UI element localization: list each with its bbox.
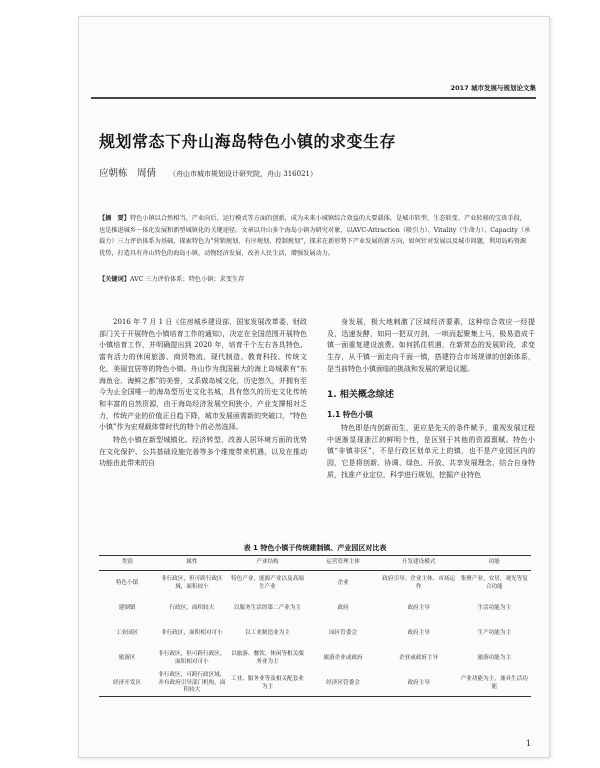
- table-cell: 工业园区: [115, 629, 139, 636]
- table-cell: 以工业制造业为主: [245, 629, 290, 636]
- running-head: [91, 83, 536, 99]
- table-cell: 园区管委会: [329, 629, 358, 636]
- table-cell: 产业功能为主，兼具生活功能: [458, 671, 531, 697]
- keywords-text: AVC 三力评价体系；特色小镇；求变生存: [129, 276, 245, 283]
- abstract-text: 特色小镇以合然相当、产业向后、运行模式等方面的创新，成为未来小城镇综合效益的大要载体，是城市转型、生态转变、产业转移的宝贵手段，也是推进城乡一体化发展和新型城镇化的关键途径。文章以舟山多个海岛小镇为研究对象，以AVC-Attraction（吸引力）、Vitality（生命力）、Capacity（承载力）三力评估体系为基础，探索特色为“营销规划、有序规划、控制规划”，探求在新形势下产业发展的新方向，如何针对发展以及城市问题，利用岛屿资源优势，打造具有舟山特色的海岛小镇，动物经济发展，改善人民生活，增强发展动力。: [99, 215, 531, 257]
- table-cell: 非行政区，但可跨行政区，面积相对可小: [158, 650, 226, 665]
- table-cell: 以服务生活的第二产业为主: [233, 604, 302, 611]
- table-cell: 行政区，面积较大: [169, 604, 215, 611]
- table-cell: 企业: [337, 579, 349, 586]
- table-header-cell: 类别: [99, 556, 155, 571]
- table-header-cell: 属性: [155, 556, 228, 571]
- abstract-label: 【摘 要】: [99, 215, 130, 222]
- table-row: [99, 671, 531, 697]
- table-cell: 旅游区: [118, 654, 136, 661]
- comparison-table: [99, 555, 531, 697]
- paper-title: 规划常态下舟山海岛特色小镇的求变生存: [99, 132, 397, 151]
- table-cell: 生活功能为主: [477, 604, 512, 611]
- table-header-cell: 产业结构: [229, 556, 307, 571]
- left-column: [99, 317, 307, 471]
- table-row: [99, 571, 531, 597]
- keywords-label: 【关键词】: [99, 276, 130, 283]
- author-line: [99, 165, 317, 179]
- subsection-heading: 1.1 特色小镇: [327, 410, 373, 420]
- table-cell: 旅游企业或政府: [323, 654, 363, 661]
- table-header-cell: 运营管理主体: [306, 556, 379, 571]
- table-cell: 特色小镇: [115, 579, 139, 586]
- body-paragraph: 身发展，极大地刺激了区域经济要素，这种综合效应一经提及，迅速发酵，如同一把双刃剑，一哄而起聚集上马，极易造成千镇一面重复建设浪费。如何抓住机遇，在新常态的发展阶段，求变生存，从千镇一面走向千面一镇，搭建符合市场规律的创新体系，是当前特色小镇面临的挑战和发展的紧迫议题。: [327, 318, 535, 373]
- body-paragraph: 特色小镇在新型城镇化、经济转型、改善人居环境方面的优势在文化保护、公共基础设施完善等多个维度带来机遇，以及在推动功能由此带来的自: [99, 436, 307, 468]
- table-row: [99, 596, 531, 621]
- table-cell: 工业、服务业等及相关配套业为主: [229, 671, 307, 697]
- table-cell: 政府主导: [407, 629, 430, 636]
- paper-page: [78, 16, 550, 758]
- table-cell: 特色产业，能源产业以及高端生产业: [231, 575, 304, 590]
- table-header-cell: 功能: [458, 556, 531, 571]
- table-cell: 政府引导、企业主体、市场运作: [382, 575, 456, 590]
- table-cell: 生产功能为主: [477, 629, 512, 636]
- body-paragraph: 特色即是内创新而生，更应是先天的条件赋予，重视发展过程中逐渐显现浙江的鲜明个性，是区别于其他的资源禀赋。特色小镇“非镇非区”，不是行政区划单元上的镇，也不是产业园区内的园，它是将创新、协调、绿色、开放、共享发展理念，结合自身特质，找准产业定位，科学进行规划，挖掘产业特色: [327, 423, 535, 479]
- table-header-cell: 开发建设模式: [380, 556, 458, 571]
- table-row: [99, 646, 531, 671]
- table-row: [99, 621, 531, 646]
- page-number: 1: [525, 739, 531, 748]
- abstract: [99, 213, 531, 259]
- table-cell: 非行政区，面积相对可小: [161, 629, 223, 636]
- affiliation: （舟山市城市规划设计研究院，舟山 316021）: [169, 170, 317, 178]
- authors: 应朝栋 周倩: [99, 168, 157, 179]
- table-cell: 集聚产业，安居，观光等复合功能: [460, 575, 528, 590]
- table-cell: 政府主导: [407, 604, 430, 611]
- table-cell: 非行政区，可跨行政区域，并有政府引导部门机构，面积较大: [155, 671, 228, 697]
- section-heading: 1. 相关概念综述: [327, 389, 394, 400]
- running-head-text: 2017 城市发展与规划论文集: [450, 84, 536, 92]
- body-paragraph: 2016 年 7 月 1 日《住房城乡建设部、国家发展改革委、财政部门关于开展特色小镇培育工作的通知》，决定在全国范围开展特色小镇培育工作，并明确提出到 2020 年，培育千个左右各具特色、富有活力的休闲旅游、商贸物流、现代制造、教育科技、传统文化、美丽宜居等的特色小镇。舟山作为我国最大的海上岛城素有“东海鱼仓、海鲜之都”的美誉，又系做岛城文化，历史悠久，并拥有至今为止全国唯一的海岛型历史文化名城，具有悠久的历史文化传统和丰富的自然资源，由于海岛经济发展空间狭小，产业支撑相对乏力，传统产业的价值正日趋下降，城市发展亟需新的突破口，“特色小镇”作为宏观载体带时代的特个的必然选择。: [99, 318, 307, 432]
- table-cell: 以旅游、餐饮、休闲等相关服务业为主: [231, 650, 304, 665]
- table-cell: 政府: [337, 604, 349, 611]
- keywords: [99, 275, 531, 285]
- right-column: [327, 317, 535, 482]
- table-caption: 表 1 特色小镇于传统建制镇、产业园区对比表: [243, 544, 387, 552]
- table-cell: 非行政区，但可跨行政区域，面积较小: [161, 575, 223, 590]
- table-cell: 建制镇: [118, 604, 136, 611]
- table-cell: 企业或政府主导: [399, 654, 439, 661]
- table-header-row: [99, 556, 531, 571]
- table-cell: 政府主导: [380, 671, 458, 697]
- table-cell: 经济区管委会: [306, 671, 379, 697]
- table-cell: 经济开发区: [99, 671, 155, 697]
- table-cell: 旅游功能为主: [477, 654, 512, 661]
